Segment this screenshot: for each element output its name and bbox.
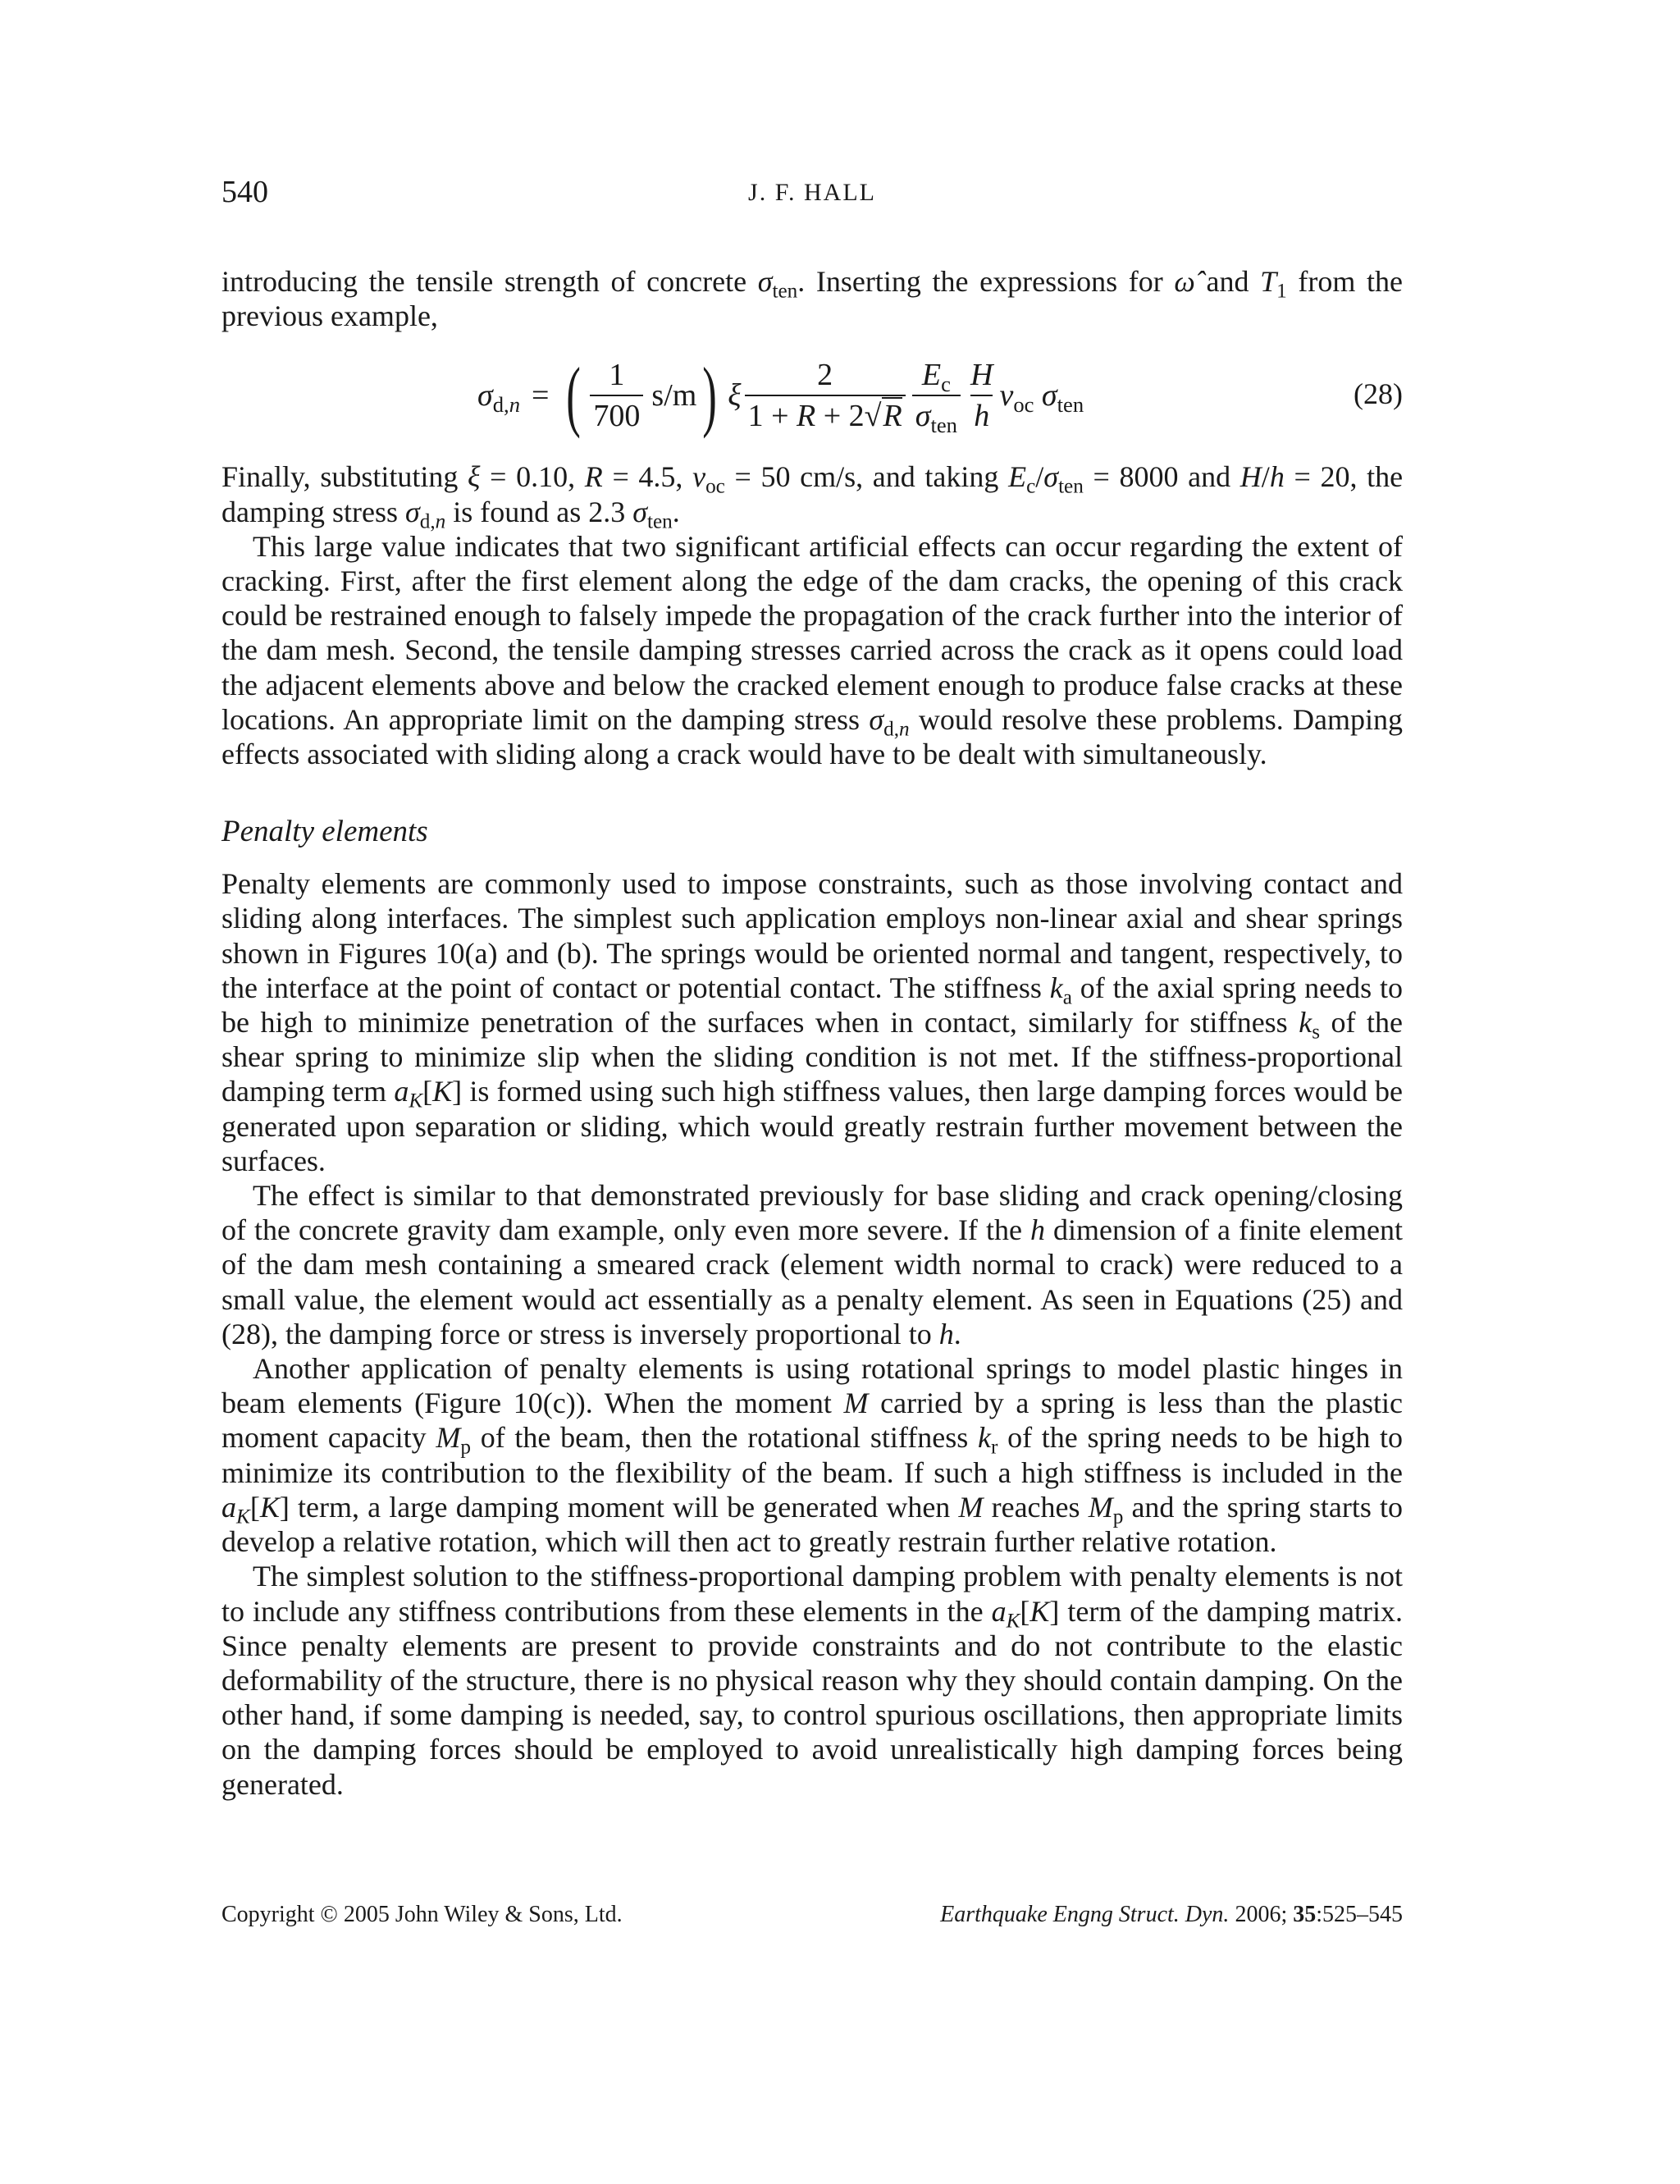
page-header xyxy=(221,174,1403,223)
paragraph-substitution: Finally, substituting ξ = 0.10, R = 4.5, $v_{oc} = 50$ cm/s, and taking $E_c/\sigma_{ten} = 8000$ and H/h = 20, the damping stress $\sigma_{d,n}$ is found as 2.3 $\sigma_{ten}$. xyxy=(221,460,1404,533)
paragraph-penalty-4: The simplest solution to the stiffness-proportional damping problem with penalty elements is not to include any stiffness contributions from these elements in the $a_K[K]$ term of the damping matrix. Since penalty elements are present to provide constraints and do not contribute to the elastic deformability of the structure, there is no physical reason why they should contain damping. On the other hand, if some damping is needed, say, to control spurious oscillations, then appropriate limits on the damping forces should be employed to avoid unrealistically high damping forces being generated. xyxy=(221,1560,1404,1801)
text-run: term of the damping matrix. Since penalty elements are present to provide constraints and do not contribute to the elastic deformability of the structure, there is no physical reason why they should contain damping. On the other hand, if some damping is needed, say, to control spurious oscillations, then appropriate limits on the damping forces should be employed to avoid unrealistically high damping forces being generated. xyxy=(221,1594,1404,1801)
text-run: = 50 cm/s, and taking xyxy=(734,460,999,494)
paragraph-intro: introducing the tensile strength of concrete $\sigma_{ten}$. Inserting the expressions for ω̂ and $T_1$ from the previous example, xyxy=(221,265,1404,333)
text-run: of the spring needs to be high to minimize its contribution to the flexibility of the beam. If such a high stiffness is included in the xyxy=(221,1421,1404,1489)
text-run: The simplest solution to the stiffness-proportional damping problem with penalty elements is not to include any stiffness contributions from these elements in the xyxy=(221,1560,1403,1628)
paragraph-penalty-3: Another application of penalty elements is using rotational springs to model plastic hinges in beam elements (Figure 10(c)). When the moment M carried by a spring is less than the plastic moment capacity $M_p$ of the beam, then the rotational stiffness $k_r$ of the spring needs to be high to minimize its contribution to the flexibility of the beam. If such a high stiffness is included in the $a_K[K]$ term, a large damping moment will be generated when M reaches $M_p$ and the spring starts to develop a relative rotation, which will then act to greatly restrain further relative rotation. xyxy=(221,1352,1404,1559)
journal-year: 2006; xyxy=(1235,1902,1288,1927)
text-run: of the axial spring needs to be high to minimize penetration of the surfaces when in contact, similarly for stiffness xyxy=(221,971,1404,1039)
text-run: of the beam, then the rotational stiffness xyxy=(480,1421,969,1455)
journal-volume: 35 xyxy=(1293,1902,1317,1927)
text-run: The effect is similar to that demonstrated previously for base sliding and crack opening/closing of the concrete gravity dam example, only even more severe. If the xyxy=(221,1179,1403,1247)
equation-28 xyxy=(221,338,1403,453)
journal-name: Earthquake Engng Struct. Dyn. xyxy=(940,1902,1230,1927)
section-heading: Penalty elements xyxy=(221,815,428,849)
text-run: Another application of penalty elements is using rotational springs to model plastic hinges in beam elements (Figure 10(c)). When the moment xyxy=(221,1352,1403,1420)
text-run: reaches xyxy=(991,1490,1080,1524)
text-run: = 8000 and xyxy=(1093,460,1231,494)
paragraph-penalty-2: The effect is similar to that demonstrated previously for base sliding and crack opening/closing of the concrete gravity dam example, only even more severe. If the h dimension of a finite element of the dam mesh containing a smeared crack (element width normal to crack) were reduced to a small value, the element would act essentially as a penalty element. As seen in Equations (25) and (28), the damping force or stress is inversely proportional to h. xyxy=(221,1179,1403,1350)
text-run: from the previous example, xyxy=(221,265,1404,333)
paragraph-artificial-effects: This large value indicates that two significant artificial effects can occur regarding the extent of cracking. First, after the first element along the edge of the dam cracks, the opening of this crack could be restrained enough to falsely impede the propagation of the crack further into the interior of the dam mesh. Second, the tensile damping stresses carried across the crack as it opens could load the adjacent elements above and below the cracked element enough to produce false cracks at these locations. An appropriate limit on the damping stress $\sigma_{d,n}$ would resolve these problems. Damping effects associated with sliding along a crack would have to be dealt with simultaneously. xyxy=(221,529,1404,771)
page-number: 540 xyxy=(221,175,268,209)
text-run: dimension of a finite element of the dam mesh containing a smeared crack (element width normal to crack) were reduced to a small value, the element would act essentially as a penalty element. As seen in Equations (25) and (28), the damping force or stress is inversely proportional to xyxy=(221,1213,1403,1350)
text-run: of the shear spring to minimize slip when the sliding condition is not met. If the stiffness-proportional damping term xyxy=(221,1006,1404,1108)
equation-number: (28) xyxy=(1354,377,1403,411)
text-run: term, a large damping moment will be generated when xyxy=(297,1490,951,1524)
text-run: is found as 2.3 xyxy=(453,495,626,528)
body-text xyxy=(221,264,1403,1802)
text-run: Finally, substituting xyxy=(221,460,459,494)
copyright-notice: Copyright © 2005 John Wiley & Sons, Ltd. xyxy=(221,1902,623,1927)
text-run: This large value indicates that two significant artificial effects can occur regarding the extent of cracking. First, after the first element along the edge of the dam cracks, the opening of this crack could be restrained enough to falsely impede the propagation of the crack further into the interior of the dam mesh. Second, the tensile damping stresses carried across the crack as it opens could load the adjacent elements above and below the cracked element enough to produce false cracks at these locations. An appropriate limit on the damping stress xyxy=(221,529,1403,736)
text-run: = 0.10, xyxy=(490,460,576,494)
page-footer xyxy=(221,1902,1403,1943)
equation-body: $\sigma_{d,n}$ = ( $\frac{1}{700}$ s/m ) ξ $\frac{2}{1 + R + 2√R}$ $\frac{E_c}{\sigma_{ten}}$ $\frac{H}{h}$ $v_{oc}$ $\sigma_{ten}$ xyxy=(477,351,1084,440)
text-run: introducing the tensile strength of concrete xyxy=(221,265,747,298)
text-run: = 20, the damping stress xyxy=(221,460,1404,528)
journal-citation xyxy=(940,1902,1403,1928)
text-run: is formed using such high stiffness values, then large damping forces would be generated upon separation or sliding, which would greatly restrain further movement between the surfaces. xyxy=(221,1075,1403,1177)
text-run: and xyxy=(1206,265,1249,298)
text-run: . Inserting the expressions for xyxy=(797,265,1163,298)
text-run: and the spring starts to develop a relative rotation, which will then act to greatly restrain further relative rotation. xyxy=(221,1490,1404,1559)
text-run: carried by a spring is less than the plastic moment capacity xyxy=(221,1387,1404,1455)
text-run: Penalty elements are commonly used to impose constraints, such as those involving contact and sliding along interfaces. The simplest such application employs non-linear axial and shear springs shown in Figures 10(a) and (b). The springs would be oriented normal and tangent, respectively, to the interface at the point of contact or potential contact. The stiffness xyxy=(221,867,1403,1004)
text-run: would resolve these problems. Damping effects associated with sliding along a crack would have to be dealt with simultaneously. xyxy=(221,702,1404,771)
text-run: = 4.5, xyxy=(612,460,683,494)
running-head: J. F. HALL xyxy=(748,179,876,206)
paragraph-penalty-1: Penalty elements are commonly used to impose constraints, such as those involving contact and sliding along interfaces. The simplest such application employs non-linear axial and shear springs shown in Figures 10(a) and (b). The springs would be oriented normal and tangent, respectively, to the interface at the point of contact or potential contact. The stiffness $k_a$ of the axial spring needs to be high to minimize penetration of the surfaces when in contact, similarly for stiffness $k_s$ of the shear spring to minimize slip when the sliding condition is not met. If the stiffness-proportional damping term $a_K[K]$ is formed using such high stiffness values, then large damping forces would be generated upon separation or sliding, which would greatly restrain further movement between the surfaces. xyxy=(221,867,1404,1177)
journal-pages: :525–545 xyxy=(1316,1902,1403,1927)
